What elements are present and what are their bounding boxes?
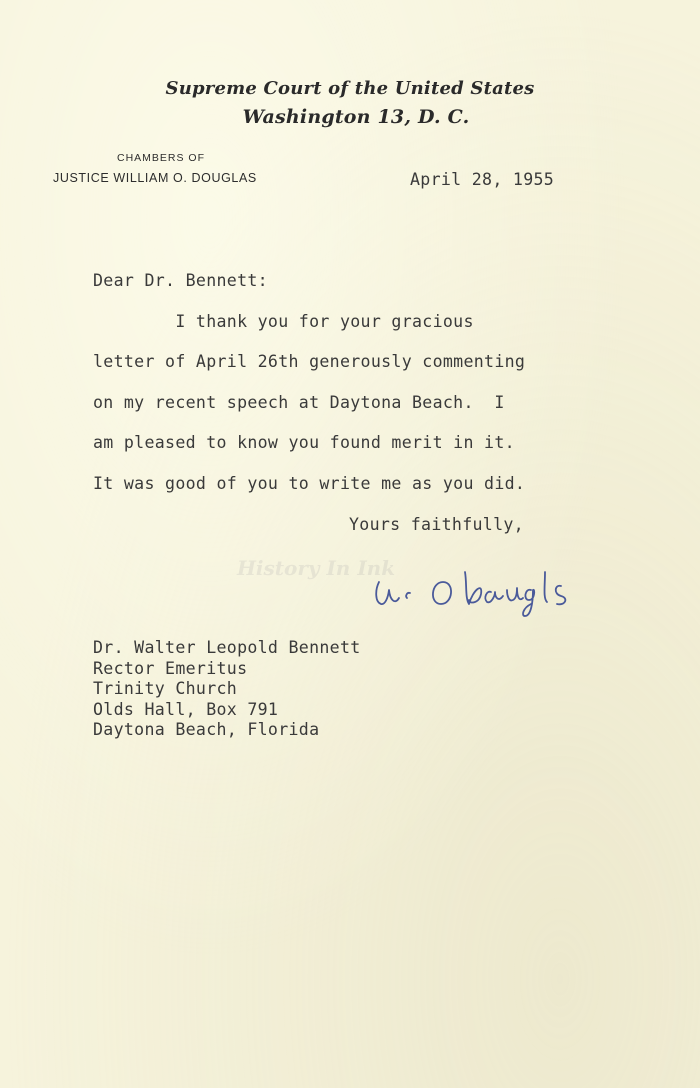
letterhead-city: Washington 13, D. C. xyxy=(242,106,470,128)
watermark: History In Ink xyxy=(237,556,396,580)
address-line: Trinity Church xyxy=(93,679,238,698)
body-line: on my recent speech at Daytona Beach. I xyxy=(93,393,505,412)
address-line: Rector Emeritus xyxy=(93,659,248,678)
letterhead-court: Supreme Court of the United States xyxy=(165,78,535,99)
closing: Yours faithfully, xyxy=(349,515,524,534)
body-line: It was good of you to write me as you did. xyxy=(93,474,526,493)
salutation: Dear Dr. Bennett: xyxy=(93,271,268,290)
chambers-justice-name: JUSTICE WILLIAM O. DOUGLAS xyxy=(53,171,257,185)
letter-date: April 28, 1955 xyxy=(410,170,555,189)
signature-image xyxy=(365,560,620,620)
address-line: Dr. Walter Leopold Bennett xyxy=(93,638,361,657)
address-line: Daytona Beach, Florida xyxy=(93,720,320,739)
address-line: Olds Hall, Box 791 xyxy=(93,700,279,719)
body-line: letter of April 26th generously commenting xyxy=(93,352,526,371)
body-line: am pleased to know you found merit in it. xyxy=(93,433,515,452)
body-line: I thank you for your gracious xyxy=(93,312,474,331)
chambers-label: CHAMBERS OF xyxy=(117,152,206,164)
